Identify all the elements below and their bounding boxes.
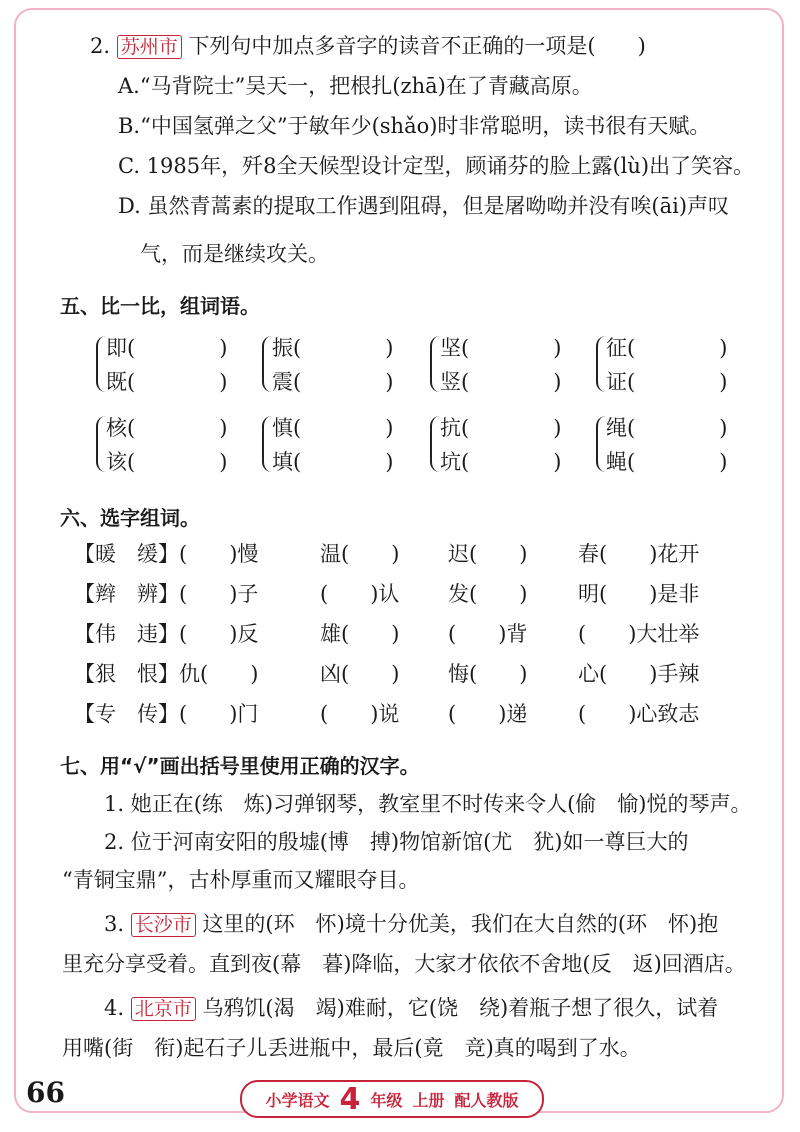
q2-option-a: A.“马背院士”吴天一，把根扎(zhā)在了青藏高原。 xyxy=(118,74,593,98)
word-blank: 坚( ) xyxy=(440,336,562,360)
section5-title: 五、比一比，组词语。 xyxy=(60,294,260,318)
s7-q4-line2: 用嘴(街 衔)起石子儿丢进瓶中，最后(竟 竞)真的喝到了水。 xyxy=(62,1036,641,1060)
q2-number: 2. xyxy=(90,34,111,58)
choice-cell: 迟( ) xyxy=(448,542,528,566)
choice-cell: 【暖 缓】( )慢 xyxy=(74,542,259,566)
word-blank: 填( ) xyxy=(272,450,394,474)
choice-cell: ( )心致志 xyxy=(578,702,700,726)
choice-cell: 发( ) xyxy=(448,582,528,606)
word-blank: 蝇( ) xyxy=(606,450,728,474)
choice-cell: ( )背 xyxy=(448,622,528,646)
word-blank: 绳( ) xyxy=(606,416,728,440)
footer-grade-label: 年级 xyxy=(370,1090,403,1110)
s7-q2-line2: “青铜宝鼎”，古朴厚重而又耀眼夺目。 xyxy=(62,868,420,892)
word-blank: 震( ) xyxy=(272,370,394,394)
word-blank: 证( ) xyxy=(606,370,728,394)
word-blank: 核( ) xyxy=(106,416,228,440)
q2-option-b: B.“中国氢弹之父”于敏年少(shǎo)时非常聪明，读书很有天赋。 xyxy=(118,114,711,138)
s7-q4-text: 乌鸦饥(渴 竭)难耐，它(饶 绕)着瓶子想了很久，试着 xyxy=(202,996,719,1020)
word-blank: 振( ) xyxy=(272,336,394,360)
word-blank: 即( ) xyxy=(106,336,228,360)
word-blank: 坑( ) xyxy=(440,450,562,474)
choice-cell: 心( )手辣 xyxy=(578,662,700,686)
word-blank: 竖( ) xyxy=(440,370,562,394)
choice-cell: ( )认 xyxy=(320,582,400,606)
s7-q1: 1. 她正在(练 炼)习弹钢琴，教室里不时传来令人(偷 愉)悦的琴声。 xyxy=(104,792,752,816)
choice-cell: 悔( ) xyxy=(448,662,528,686)
s7-q2-line1: 2. 位于河南安阳的殷墟(博 搏)物馆新馆(尤 犹)如一尊巨大的 xyxy=(104,830,689,854)
footer-badge xyxy=(240,1080,544,1118)
footer-term: 上册 xyxy=(412,1090,445,1110)
brace xyxy=(96,336,106,392)
word-blank: 该( ) xyxy=(106,450,228,474)
brace xyxy=(262,416,272,472)
page-number: 66 xyxy=(26,1076,65,1109)
brace xyxy=(96,416,106,472)
brace xyxy=(430,336,440,392)
s7-q4-line1 xyxy=(104,994,718,1023)
brace xyxy=(262,336,272,392)
q2-stem: 下列句中加点多音字的读音不正确的一项是( ) xyxy=(188,34,646,58)
choice-cell: ( )大壮举 xyxy=(578,622,700,646)
choice-cell: 温( ) xyxy=(320,542,400,566)
word-blank: 既( ) xyxy=(106,370,228,394)
choice-cell: 春( )花开 xyxy=(578,542,700,566)
word-blank: 征( ) xyxy=(606,336,728,360)
q2-region-tag: 苏州市 xyxy=(117,35,182,59)
brace xyxy=(596,416,606,472)
choice-cell: 【专 传】( )门 xyxy=(74,702,259,726)
s7-q3-region-tag: 长沙市 xyxy=(131,913,196,937)
footer-grade: 4 xyxy=(339,1081,361,1117)
choice-cell: 【辫 辨】( )子 xyxy=(74,582,259,606)
choice-cell: ( )说 xyxy=(320,702,400,726)
word-blank: 慎( ) xyxy=(272,416,394,440)
footer-edition: 配人教版 xyxy=(454,1090,519,1110)
q2-stem-line xyxy=(90,32,646,61)
q2-option-d-cont: 气，而是继续攻关。 xyxy=(140,242,329,266)
footer-subject: 小学语文 xyxy=(265,1090,330,1110)
choice-cell: 【狠 恨】仇( ) xyxy=(74,662,259,686)
q2-option-c: C. 1985年，歼8全天候型设计定型，顾诵芬的脸上露(lù)出了笑容。 xyxy=(118,154,755,178)
section7-title: 七、用“√”画出括号里使用正确的汉字。 xyxy=(60,754,420,778)
word-blank: 抗( ) xyxy=(440,416,562,440)
s7-q4-number: 4. xyxy=(104,996,125,1020)
brace xyxy=(430,416,440,472)
choice-cell: 凶( ) xyxy=(320,662,400,686)
s7-q3-text: 这里的(环 怀)境十分优美，我们在大自然的(环 怀)抱 xyxy=(202,912,719,936)
choice-cell: 明( )是非 xyxy=(578,582,700,606)
choice-cell: 【伟 违】( )反 xyxy=(74,622,259,646)
choice-cell: ( )递 xyxy=(448,702,528,726)
q2-option-d: D. 虽然青蒿素的提取工作遇到阻碍，但是屠呦呦并没有唉(āi)声叹 xyxy=(118,194,730,218)
s7-q3-line2: 里充分享受着。直到夜(幕 暮)降临，大家才依依不舍地(反 返)回酒店。 xyxy=(62,952,746,976)
section6-title: 六、选字组词。 xyxy=(60,506,200,530)
s7-q4-region-tag: 北京市 xyxy=(131,997,196,1021)
choice-cell: 雄( ) xyxy=(320,622,400,646)
brace xyxy=(596,336,606,392)
s7-q3-number: 3. xyxy=(104,912,125,936)
s7-q3-line1 xyxy=(104,910,718,939)
